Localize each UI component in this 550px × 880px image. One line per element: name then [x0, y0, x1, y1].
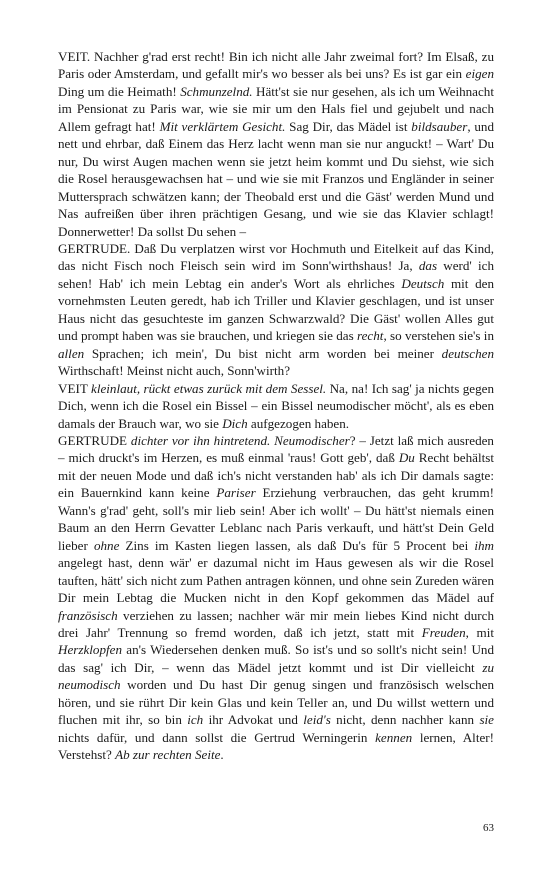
italic-text-run: Freuden — [421, 624, 466, 640]
text-run: mit den vornehmsten Leuten geredt, hab ich Triller und Klavier geschlagen, und ist unser Haus nicht das gesuchteste im ganzen Schwarzwald? Die Gäst' wollen Alles gut und prompt haben was sie brauchen, und kriegen sie das — [58, 275, 494, 344]
text-run: Wirthschaft! Meinst nicht auch, Sonn'wirth? — [58, 363, 291, 379]
text-run: GERTRUDE — [58, 432, 131, 448]
italic-text-run: deutschen — [441, 345, 494, 361]
italic-text-run: Mit verklärtem Gesicht. — [159, 118, 286, 134]
italic-text-run: Pariser — [216, 485, 256, 501]
text-run: lernen, Alter! Verstehst? — [58, 729, 494, 763]
text-run: verziehen zu lassen; nachher wär mir mein liebes Kind nicht durch drei Jahr' Trennung so fremd worden, daß ich jetzt, statt mit — [58, 607, 494, 640]
text-run: angelegt hast, denn wär' er dazumal nicht im Haus gewesen als wir die Rosel tauften, hätt' sich nicht zum Pathen antragen können, und ohne sein Zureden wären Dir mein Lebtag die Mucken nicht in den Kopf gekommen das Mädel auf — [58, 555, 494, 606]
page-body — [58, 48, 494, 764]
italic-text-run: Dich — [222, 415, 248, 431]
text-run: Erziehung verbrauchen, das geht krumm! Wann's g'rad' geht, soll's mir lieb sein! Aber ich wollt' – Du hätt'st niemals einen Baum an den Herrn Gevatter Leblanc nach Paris verkauft, und hätt'st Dein Geld lieber — [58, 485, 494, 553]
italic-text-run: recht — [357, 328, 384, 344]
page-number: 63 — [483, 822, 494, 834]
text-run: VEIT — [58, 380, 92, 396]
italic-text-run: Ab zur rechten Seite — [115, 747, 221, 763]
text-run: werd' ich sehen! Hab' ich mein Lebtag ein ander's Wort als ehrliches — [58, 258, 494, 291]
italic-text-run: ohne — [93, 537, 120, 553]
italic-text-run: dichter vor ihn hintretend. Neumodischer — [130, 432, 350, 448]
text-run: nicht, denn nachher kann — [330, 712, 480, 728]
text-run: GERTRUDE. Daß Du verplatzen wirst vor Hochmuth und Eitelkeit auf das Kind, das nicht Fisch noch Fleisch sein wird im Sonn'wirthshaus! Ja, — [58, 240, 494, 274]
text-run: Hätt'st sie nur gesehen, als ich um Weihnacht im Pensionat zu Paris war, wie sie mir um den Hals fiel und gejubelt und nach Allem gefragt hat! — [58, 83, 494, 134]
italic-text-run: kennen — [375, 729, 413, 745]
text-run: VEIT. Nachher g'rad erst recht! Bin ich nicht alle Jahr zweimal fort? Im Elsaß, zu Paris oder Amsterdam, und gefallt mir's wo besser als bei uns? Es ist gar ein — [58, 49, 494, 82]
text-run: Na, na! Ich sag' ja nichts gegen Dich, wenn ich die Rosel ein Bissel – ein Bissel neumodischer möcht', als es eben damals der Brauch war, wo sie — [58, 380, 494, 431]
text-run: , so verstehen sie's in — [383, 328, 494, 344]
paragraph-veit-1 — [58, 48, 494, 240]
italic-text-run: zu neumodisch — [58, 659, 494, 693]
italic-text-run: allen — [58, 345, 85, 361]
italic-text-run: ich — [187, 712, 204, 728]
italic-text-run: das — [418, 258, 438, 274]
text-run: Ding um die Heimath! — [58, 83, 181, 99]
text-run: Sag Dir, das Mädel ist — [285, 118, 412, 134]
text-run: Recht behältst mit der neuen Mode und daß ich's nicht verstanden hab' als ich Dir damals sagte: ein Bauernkind kann keine — [58, 450, 494, 501]
text-run: Sprachen; ich mein', Du bist nicht arm worden bei meiner — [84, 345, 442, 361]
italic-text-run: ihm — [474, 537, 494, 553]
italic-text-run: Du — [398, 450, 415, 466]
text-run: Zins im Kasten liegen lassen, als daß Du's für 5 Procent bei — [119, 537, 475, 553]
italic-text-run: eigen — [465, 66, 494, 82]
italic-text-run: Schmunzelnd. — [180, 83, 253, 99]
italic-text-run: leid's — [303, 712, 331, 728]
text-run: . — [220, 747, 224, 763]
text-run: , mit — [465, 624, 495, 640]
italic-text-run: Deutsch — [401, 275, 445, 291]
paragraph-veit-2 — [58, 380, 494, 432]
paragraph-gertrude-2 — [58, 432, 494, 764]
italic-text-run: Herzklopfen — [58, 642, 122, 658]
italic-text-run: kleinlaut, rückt etwas zurück mit dem Sessel. — [91, 380, 327, 396]
text-run: , und nett und ehrbar, daß Einem das Herz lacht wenn man sie nur anguckt! – Wart' Du nur, Du wirst Augen machen wenn sie jetzt heim kommt und Du siehst, wie sich die Rosel herausgewachsen hat – und wie sie mit Franzos und Engländer in seiner Muttersprach schwätzen kann; der Theobald erst und die Gäst' werden Mund und Nas aufreißen über ihren prächtigen Gesang, und wie sie das Klavier schlagt! Donnerwetter! Da sollst Du sehen – — [58, 118, 495, 239]
italic-text-run: französisch — [58, 607, 118, 623]
italic-text-run: bildsauber — [411, 118, 468, 134]
italic-text-run: sie — [479, 712, 494, 728]
text-run: nichts dafür, und dann sollst die Gertrud Werningerin — [58, 729, 376, 745]
text-run: worden und Du hast Dir genug singen und französisch welschen hören, und sie rührt Dir kein Glas und kein Teller an, und Du willst wettern und fluchen mit ihr, so bin — [58, 677, 494, 728]
text-run: ihr Advokat und — [203, 712, 304, 728]
text-run: an's Wiedersehen denken muß. So ist's und so sollt's nicht sein! Und das sag' ich Dir, – wenn das Mädel jetzt kommt und ist Dir vielleicht — [58, 642, 494, 675]
paragraph-gertrude-1 — [58, 240, 494, 380]
text-run: ? – Jetzt laß mich ausreden – mich druckt's im Herzen, es muß einmal 'raus! Gott geb', daß — [58, 432, 494, 466]
text-run: aufgezogen haben. — [247, 415, 350, 431]
